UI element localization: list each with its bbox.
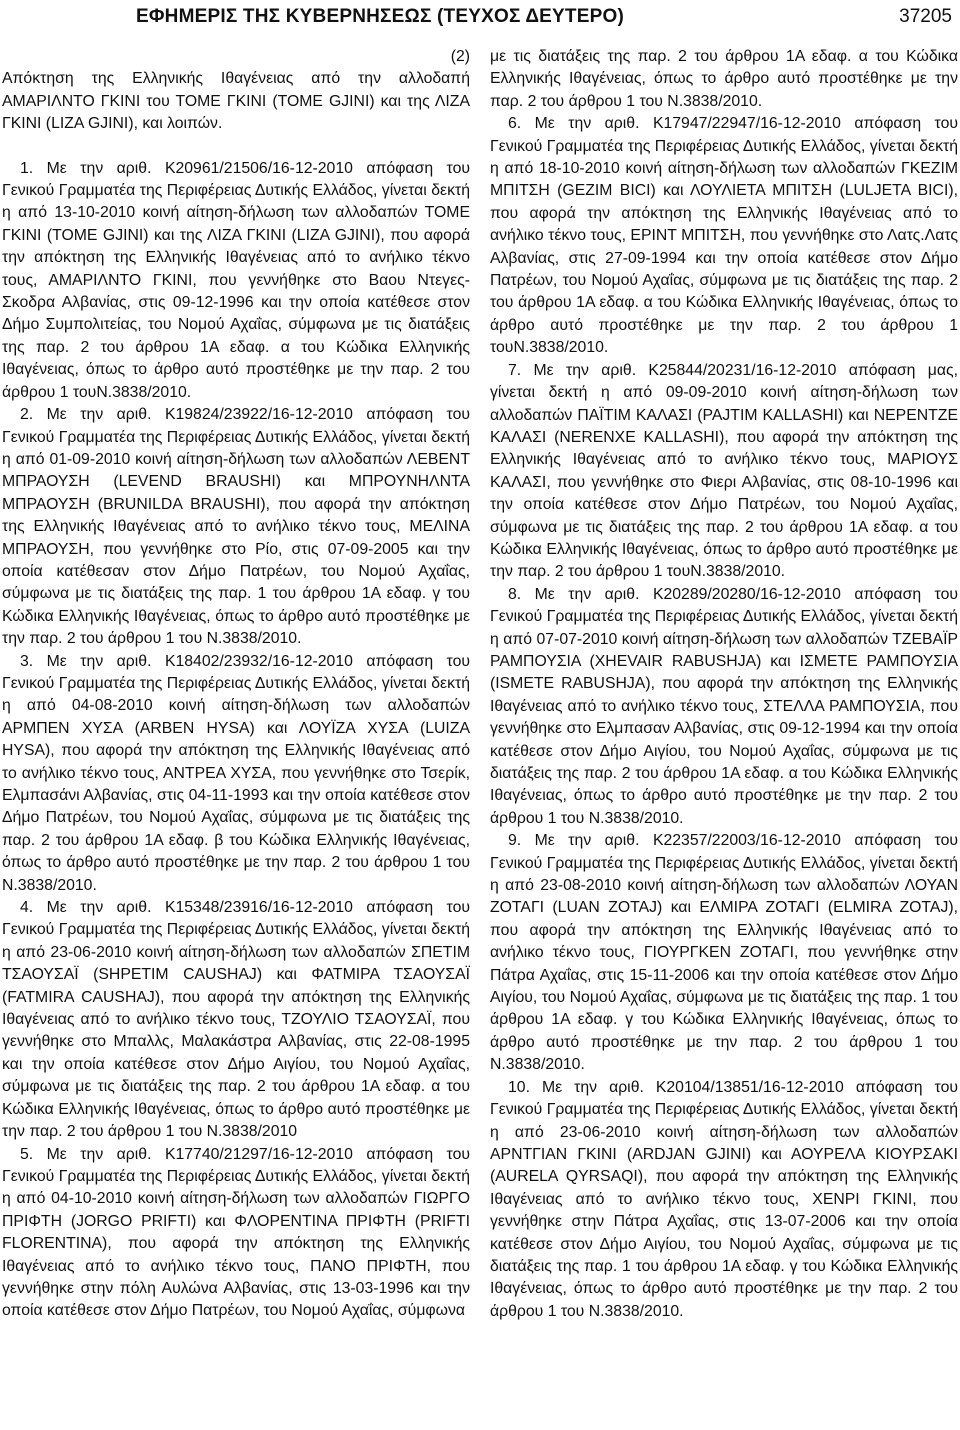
gazette-title: ΕΦΗΜΕΡΙΣ ΤΗΣ ΚΥΒΕΡΝΗΣΕΩΣ (ΤΕΥΧΟΣ ΔΕΥΤΕΡΟ): [136, 6, 624, 27]
decision-5-start: 5. Με την αριθ. Κ17740/21297/16-12-2010 απόφαση του Γενικού Γραμματέα της Περιφέρειας Δυτικής Ελλάδος, γίνεται δεκτή η από 04-10-2010 κοινή αίτηση-δήλωση των αλλοδαπών ΓΙΩΡΓΟ ΠΡΙΦΤΗ (JORGO PRIFTI) και ΦΛΟΡΕΝΤΙΝΑ ΠΡΙΦΤΗ (PRIFTI FLORENTINA), που αφορά την απόκτηση της Ελληνικής Ιθαγένειας από το ανήλικο τέκνο τους, ΠΑΝΟ ΠΡΙΦΤΗ, που γεννήθηκε στην πόλη Αυλώνα Αλβανίας, στις 13-03-1996 και την οποία κατέθεσε στον Δήμο Πατρέων, του Νομού Αχαΐας, σύμφωνα: [2, 1145, 470, 1320]
decision-2: 2. Με την αριθ. Κ19824/23922/16-12-2010 απόφαση του Γενικού Γραμματέα της Περιφέρειας Δυτικής Ελλάδος, γίνεται δεκτή η από 01-09-2010 κοινή αίτηση-δήλωση των αλλοδαπών ΛΕΒΕΝΤ ΜΠΡΑΟΥΣΗ (LEVEND BRAUSHI) και ΜΠΡΟΥΝΗΛΝΤΑ ΜΠΡΑΟΥΣΗ (BRUNILDA BRAUSHI), που αφορά την απόκτηση της Ελληνικής Ιθαγένειας από το ανήλικο τέκνο τους, ΜΕΛΙΝΑ ΜΠΡΑΟΥΣΗ, που γεννήθηκε στο Ρίο, στις 07-09-2005 και την οποία κατέθεσαν στον Δήμο Πατρέων, του Νομού Αχαΐας, σύμφωνα με τις διατάξεις της παρ. 1 του άρθρου 1Α εδαφ. γ του Κώδικα Ελληνικής Ιθαγένειας, όπως το άρθρο αυτό προστέθηκε με την παρ. 2 του άρθρου 1 του Ν.3838/2010.: [2, 406, 470, 648]
decision-6: 6. Με την αριθ. Κ17947/22947/16-12-2010 απόφαση του Γενικού Γραμματέα της Περιφέρειας Δυτικής Ελλάδος, γίνεται δεκτή η από 18-10-2010 κοινή αίτηση-δήλωση των αλλοδαπών ΓΚΕΖΙΜ ΜΠΙΤΣΗ (GEZIM BICI) και ΛΟΥΛΙΕΤΑ ΜΠΙΤΣΗ (LULJETA BICI), που αφορά την απόκτηση της Ελληνικής Ιθαγένειας από το ανήλικο τέκνο τους, ΕΡΙΝΤ ΜΠΙΤΣΗ, που γεννήθηκε στο Λατς.Λατς Αλβανίας, στις 27-09-1994 και την οποία κατέθεσε στον Δήμο Πατρέων, του Νομού Αχαΐας, σύμφωνα με τις διατάξεις της παρ. 2 του άρθρου 1Α εδαφ. α του Κώδικα Ελληνικής Ιθαγένειας, όπως το άρθρο αυτό προστέθηκε με την παρ. 2 του άρθρου 1 τουΝ.3838/2010.: [490, 115, 958, 357]
page-header: [0, 4, 960, 34]
decision-5-end: με τις διατάξεις της παρ. 2 του άρθρου 1Α εδαφ. α του Κώδικα Ελληνικής Ιθαγένειας, όπως το άρθρο αυτό προστέθηκε με την παρ. 2 του άρθρου 1 του Ν.3838/2010.: [490, 48, 958, 110]
decision-4: 4. Με την αριθ. Κ15348/23916/16-12-2010 απόφαση του Γενικού Γραμματέα της Περιφέρειας Δυτικής Ελλάδος, γίνεται δεκτή η από 23-06-2010 κοινή αίτηση-δήλωση των αλλοδαπών ΣΠΕΤΙΜ ΤΣΑΟΥΣΑΪ (SHPETIM CAUSHAJ) και ΦΑΤΜΙΡΑ ΤΣΑΟΥΣΑΪ (FATMIRA CAUSHAJ), που αφορά την απόκτηση της Ελληνικής Ιθαγένειας από το ανήλικο τέκνο τους, ΤΖΟΥΛΙΟ ΤΣΑΟΥΣΑΪ, που γεννήθηκε στο Μπαλλς, Μαλακάστρα Αλβανίας, στις 22-08-1995 και την οποία κατέθεσε στον Δήμο Αιγίου, του Νομού Αχαΐας, σύμφωνα με τις διατάξεις της παρ. 2 του άρθρου 1Α εδαφ. α του Κώδικα Ελληνικής Ιθαγένειας, όπως το άρθρο αυτό προστέθηκε με την παρ. 2 του άρθρου 1 του Ν.3838/2010: [2, 899, 470, 1141]
decision-9: 9. Με την αριθ. Κ22357/22003/16-12-2010 απόφαση του Γενικού Γραμματέα της Περιφέρειας Δυτικής Ελλάδος, γίνεται δεκτή η από 23-08-2010 κοινή αίτηση-δήλωση των αλλοδαπών ΛΟΥΑΝ ΖΟΤΑΓΙ (LUAN ZOTAJ) και ΕΛΜΙΡΑ ΖΟΤΑΓΙ (ELMIRA ZOTAJ), που αφορά την απόκτηση της Ελληνικής Ιθαγένειας από το ανήλικο τέκνο τους, ΓΙΟΥΡΓΚΕΝ ΖΟΤΑΓΙ, που γεννήθηκε στην Πάτρα Αχαΐας, στις 15-11-2006 και την οποία κατέθεσε στον Δήμο Αιγίου, του Νομού Αχαΐας, σύμφωνα με τις διατάξεις της παρ. 1 του άρθρου 1Α εδαφ. γ του Κώδικα Ελληνικής Ιθαγένειας, όπως το άρθρο αυτό προστέθηκε με την παρ. 2 του άρθρου 1 του Ν.3838/2010.: [490, 832, 958, 1074]
annex-number: (2): [450, 48, 470, 65]
annex-heading: Απόκτηση της Ελληνικής Ιθαγένειας από την αλλοδαπή ΑΜΑΡΙΛΝΤΟ ΓΚΙΝΙ του ΤΟΜΕ ΓΚΙΝΙ (ΤΟΜΕ GJINI) και της ΛΙΖΑ ΓΚΙΝΙ (LIZA GJINI), και λοιπών.: [2, 70, 470, 133]
decision-3: 3. Με την αριθ. Κ18402/23932/16-12-2010 απόφαση του Γενικού Γραμματέα της Περιφέρειας Δυτικής Ελλάδος, γίνεται δεκτή η από 04-08-2010 κοινή αίτηση-δήλωση των αλλοδαπών ΑΡΜΠΕΝ ΧΥΣΑ (ARBEN HYSA) και ΛΟΥΪΖΑ ΧΥΣΑ (LUIZA HYSA), που αφορά την απόκτηση της Ελληνικής Ιθαγένειας από το ανήλικο τέκνο τους, ΑΝΤΡΕΑ ΧΥΣΑ, που γεννήθηκε στο Τσερίκ, Ελμπασάνι Αλβανίας, στις 04-11-1993 και την οποία κατέθεσε στον Δήμο Πατρέων, του Νομού Αχαΐας, σύμφωνα με τις διατάξεις της παρ. 2 του άρθρου 1Α εδαφ. β του Κώδικα Ελληνικής Ιθαγένειας, όπως το άρθρο αυτό προστέθηκε με την παρ. 2 του άρθρου 1 του Ν.3838/2010.: [2, 652, 470, 894]
page-number: 37205: [899, 6, 952, 27]
decision-1: 1. Με την αριθ. Κ20961/21506/16-12-2010 απόφαση του Γενικού Γραμματέα της Περιφέρειας Δυτικής Ελλάδος, γίνεται δεκτή η από 13-10-2010 κοινή αίτηση-δήλωση των αλλοδαπών ΤΟΜΕ ΓΚΙΝΙ (ΤΟΜΕ GJINI) και της ΛΙΖΑ ΓΚΙΝΙ (LIZA GJINI), που αφορά την απόκτηση της Ελληνικής Ιθαγένειας από το ανήλικο τέκνο τους, ΑΜΑΡΙΛΝΤΟ ΓΚΙΝΙ, που γεννήθηκε στο Βαου Ντεγες-Σκοδρα Αλβανίας, στις 09-12-1996 και την οποία κατέθεσε στον Δήμο Συμπολιτείας, του Νομού Αχαΐας, σύμφωνα με τις διατάξεις της παρ. 2 του άρθρου 1Α εδαφ. α του Κώδικα Ελληνικής Ιθαγένειας, όπως το άρθρο αυτό προστέθηκε με την παρ. 2 του άρθρου 1 τουΝ.3838/2010.: [2, 159, 470, 401]
decision-8: 8. Με την αριθ. Κ20289/20280/16-12-2010 απόφαση του Γενικού Γραμματέα της Περιφέρειας Δυτικής Ελλάδος, γίνεται δεκτή η από 07-07-2010 κοινή αίτηση-δήλωση των αλλοδαπών ΤΖΕΒΑΪΡ ΡΑΜΠΟΥΣΙΑ (XHEVAIR RABUSHJA) και ΙΣΜΕΤΕ ΡΑΜΠΟΥΣΙΑ (ISMETE RABUSHJA), που αφορά την απόκτηση της Ελληνικής Ιθαγένειας από το ανήλικο τέκνο τους, ΣΤΕΛΛΑ ΡΑΜΠΟΥΣΙΑ, που γεννήθηκε στο Ελμπασαν Αλβανίας, στις 09-12-1994 και την οποία κατέθεσε στον Δήμο Αιγίου, του Νομού Αχαΐας, σύμφωνα με τις διατάξεις της παρ. 2 του άρθρου 1Α εδαφ. α του Κώδικα Ελληνικής Ιθαγένειας, όπως το άρθρο αυτό προστέθηκε με την παρ. 2 του άρθρου 1 του Ν.3838/2010.: [490, 585, 958, 827]
right-column: [490, 46, 958, 1323]
decision-7: 7. Με την αριθ. Κ25844/20231/16-12-2010 απόφαση μας, γίνεται δεκτή η από 09-09-2010 κοινή αίτηση-δήλωση των αλλοδαπών ΠΑΪΤΙΜ ΚΑΛΑΣΙ (PAJTIM KALLASHI) και ΝΕΡΕΝΤΖΕ ΚΑΛΑΣΙ (NERENXE KALLASHI), που αφορά την απόκτηση της Ελληνικής Ιθαγένειας από το ανήλικο τέκνο τους, ΜΑΡΙΟΥΣ ΚΑΛΑΣΙ, που γεννήθηκε στο Φιερι Αλβανίας, στις 08-10-1996 και την οποία κατέθεσε στον Δήμο Πατρέων, του Νομού Αχαΐας, σύμφωνα με τις διατάξεις της παρ. 2 του άρθρου 1Α εδαφ. α του Κώδικα Ελληνικής Ιθαγένειας, όπως το άρθρο αυτό προστέθηκε με την παρ. 2 του άρθρου 1 τουΝ.3838/2010.: [490, 361, 958, 581]
decision-10: 10. Με την αριθ. Κ20104/13851/16-12-2010 απόφαση του Γενικού Γραμματέα της Περιφέρειας Δυτικής Ελλάδος, γίνεται δεκτή η από 23-06-2010 κοινή αίτηση-δήλωση των αλλοδαπών ΑΡΝΤΓΙΑΝ ΓΚΙΝΙ (ARDJAN GJINI) και ΑΟΥΡΕΛΑ ΚΙΟΥΡΣΑΚΙ (AURELA QYRSAQI), που αφορά την απόκτηση της Ελληνικής Ιθαγένειας από το ανήλικο τέκνο τους, ΧΕΝΡΙ ΓΚΙΝΙ, που γεννήθηκε στην Πάτρα Αχαΐας, στις 13-07-2006 και την οποία κατέθεσε στον Δήμο Αιγίου, του Νομού Αχαΐας, σύμφωνα με τις διατάξεις της παρ. 1 του άρθρου 1Α εδαφ. γ του Κώδικα Ελληνικής Ιθαγένειας, όπως το άρθρο αυτό προστέθηκε με την παρ. 2 του άρθρου 1 του Ν.3838/2010.: [490, 1078, 958, 1320]
left-column: [2, 46, 470, 1323]
